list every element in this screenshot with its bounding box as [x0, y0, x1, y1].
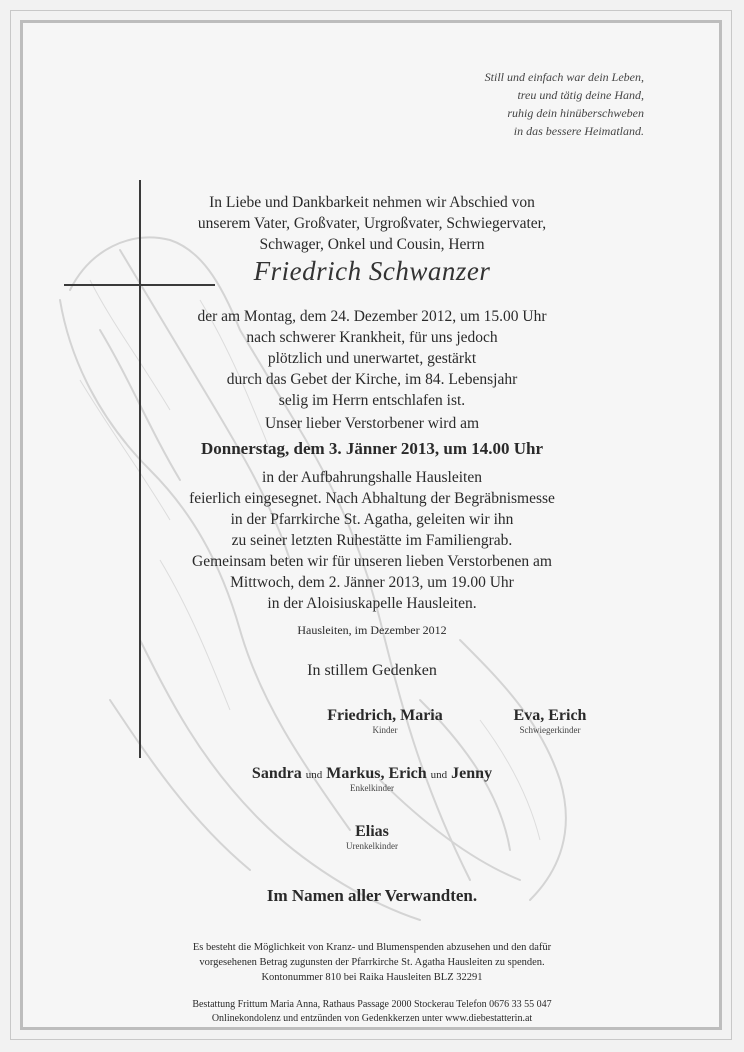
closing-line: Im Namen aller Verwandten. [266, 886, 478, 905]
death-line: nach schwerer Krankheit, für uns jedoch [246, 329, 498, 346]
funeral-line: feierlich eingesegnet. Nach Abhaltung der Begräbnismesse [189, 490, 555, 507]
prayer-line: Gemeinsam beten wir für unseren lieben Verstorbenen am [192, 553, 552, 570]
children-label: Kinder [372, 725, 398, 735]
funeral-line: in der Aufbahrungshalle Hausleiten [262, 469, 482, 486]
undertaker-info [0, 998, 744, 1026]
great-grandchildren-label: Urenkelkinder [346, 841, 398, 851]
donation-notice [0, 940, 744, 985]
funeral-line: zu seiner letzten Ruhestätte im Familiengrab. [231, 532, 513, 549]
grandchildren-label: Enkelkinder [350, 783, 394, 793]
connector-und: und [430, 769, 448, 781]
intro-text [0, 192, 744, 255]
great-grandchildren-names: Elias [355, 823, 389, 840]
intro-line: unserem Vater, Großvater, Urgroßvater, Schwiegervater, [197, 215, 547, 232]
funeral-intro: Unser lieber Verstorbener wird am [264, 415, 480, 432]
connector-und: und [305, 769, 323, 781]
grandchild-name: Sandra [251, 765, 302, 782]
inlaws-label: Schwiegerkinder [519, 725, 581, 735]
funeral-line: in der Pfarrkirche St. Agatha, geleiten wir ihn [230, 511, 514, 528]
intro-line: In Liebe und Dankbarkeit nehmen wir Abschied von [209, 194, 535, 211]
funeral-date: Donnerstag, dem 3. Jänner 2013, um 14.00 Uhr [200, 439, 544, 458]
verse-line: in das bessere Heimatland. [513, 124, 644, 138]
prayer-line: Mittwoch, dem 2. Jänner 2013, um 19.00 Uhr [230, 574, 514, 591]
deceased-name: Friedrich Schwanzer [253, 256, 491, 286]
mourners-great-grandchildren [0, 823, 744, 851]
death-line: der am Montag, dem 24. Dezember 2012, um 15.00 Uhr [197, 308, 547, 325]
mourners-grandchildren [0, 765, 744, 793]
death-line: durch das Gebet der Kirche, im 84. Lebensjahr [226, 371, 518, 388]
donation-line: vorgesehenen Betrag zugunsten der Pfarrkirche St. Agatha Hausleiten zu spenden. [199, 957, 545, 968]
donation-line: Kontonummer 810 bei Raika Hausleiten BLZ 32291 [261, 972, 483, 983]
funeral-details [0, 467, 744, 551]
children-names: Friedrich, Maria [327, 707, 443, 724]
intro-line: Schwager, Onkel und Cousin, Herrn [259, 236, 485, 253]
grandchild-name: Jenny [451, 765, 493, 782]
grandchild-name: Markus, Erich [326, 765, 427, 782]
death-notice [0, 306, 744, 411]
verse-line: ruhig dein hinüberschweben [507, 106, 644, 120]
death-line: selig im Herrn entschlafen ist. [278, 392, 466, 409]
place-date: Hausleiten, im Dezember 2012 [297, 623, 447, 637]
inlaws-names: Eva, Erich [513, 707, 587, 724]
verse-line: treu und tätig deine Hand, [517, 88, 644, 102]
prayer-notice [0, 551, 744, 614]
memory-heading: In stillem Gedenken [307, 662, 437, 679]
memorial-verse [485, 68, 644, 140]
prayer-line: in der Aloisiuskapelle Hausleiten. [267, 595, 477, 612]
grandchildren-names [0, 765, 744, 783]
donation-line: Es besteht die Möglichkeit von Kranz- und Blumenspenden abzusehen und den dafür [192, 942, 552, 953]
verse-line: Still und einfach war dein Leben, [484, 70, 644, 84]
mourners-inlaws [475, 707, 625, 735]
death-line: plötzlich und unerwartet, gestärkt [267, 350, 477, 367]
mourners-children [300, 707, 470, 735]
undertaker-line: Bestattung Frittum Maria Anna, Rathaus Passage 2000 Stockerau Telefon 0676 33 55 047 [192, 999, 552, 1010]
undertaker-line: Onlinekondolenz und entzünden von Gedenkkerzen unter www.diebestatterin.at [211, 1013, 533, 1024]
